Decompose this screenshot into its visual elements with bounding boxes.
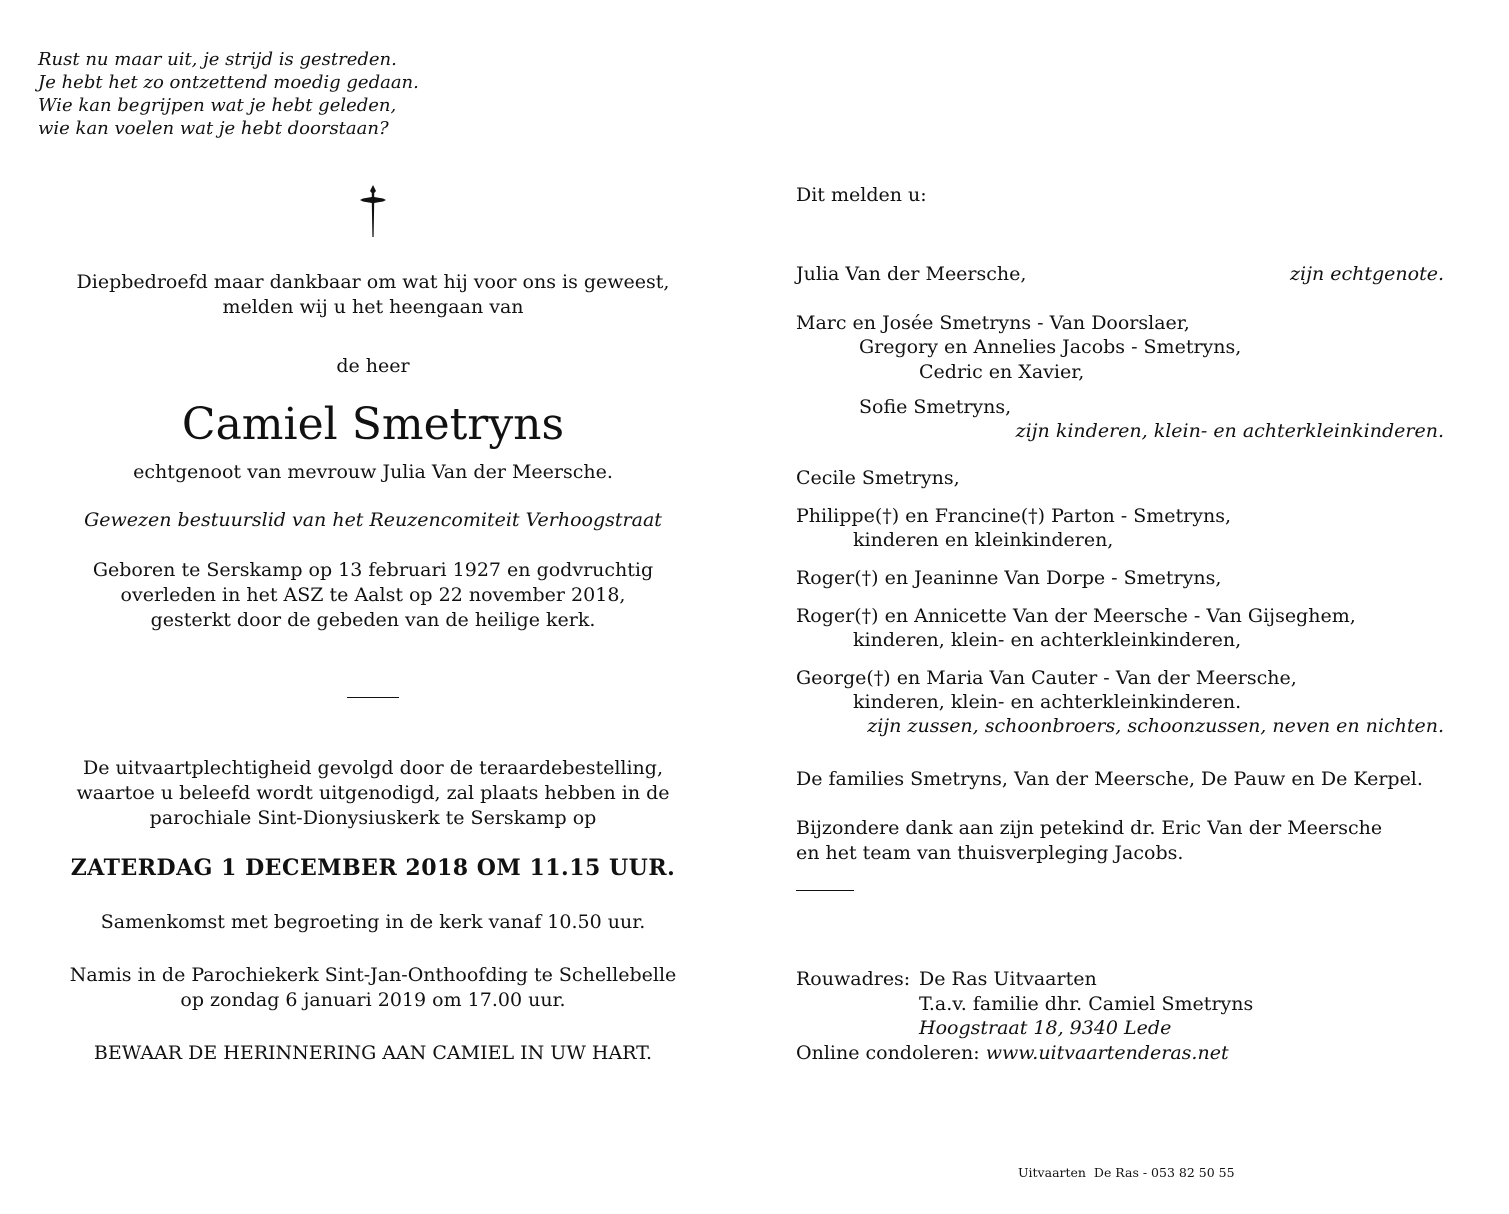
sibling-line: Roger(†) en Annicette Van der Meersche - Van Gijseghem, xyxy=(796,605,1356,627)
deceased-name: Camiel Smetryns xyxy=(181,399,565,450)
address-line: De Ras Uitvaarten xyxy=(919,968,1097,990)
poem-line: Wie kan begrijpen wat je hebt geleden, xyxy=(38,95,397,116)
ceremony-line: waartoe u beleefd wordt uitgenodigd, zal plaats hebben in de xyxy=(76,782,670,804)
sibling-line: kinderen en kleinkinderen, xyxy=(853,529,1114,551)
online-condolence xyxy=(796,1041,1229,1066)
thanks-line: Bijzondere dank aan zijn petekind dr. Eric Van der Meersche xyxy=(796,817,1383,839)
namis xyxy=(38,963,708,1013)
sibling-line: George(†) en Maria Van Cauter - Van der Meersche, xyxy=(796,667,1297,689)
children-role: zijn kinderen, klein- en achterkleinkinderen. xyxy=(1015,420,1444,442)
intro-line: melden wij u het heengaan van xyxy=(222,296,524,318)
thanks-line: en het team van thuisverpleging Jacobs. xyxy=(796,842,1184,864)
families-line: De families Smetryns, Van der Meersche, De Pauw en De Kerpel. xyxy=(796,768,1423,790)
child-line: Sofie Smetryns, xyxy=(859,396,1012,418)
sibling-line: kinderen, klein- en achterkleinkinderen. xyxy=(853,691,1242,713)
poem-line: Rust nu maar uit, je strijd is gestreden. xyxy=(38,49,397,70)
siblings-role: zijn zussen, schoonbroers, schoonzussen, neven en nichten. xyxy=(867,715,1444,737)
poem-line: wie kan voelen wat je hebt doorstaan? xyxy=(38,118,389,139)
poem xyxy=(38,48,419,140)
sibling-line: kinderen, klein- en achterkleinkinderen, xyxy=(853,629,1242,651)
intro xyxy=(38,270,708,320)
birth-death-line: gesterkt door de gebeden van de heilige kerk. xyxy=(150,609,596,631)
ceremony-line: De uitvaartplechtigheid gevolgd door de teraardebestelling, xyxy=(82,757,663,779)
divider xyxy=(796,890,854,891)
sibling-line: Philippe(†) en Francine(†) Parton - Smetryns, xyxy=(796,505,1232,527)
divider xyxy=(347,697,399,698)
poem-line: Je hebt het zo ontzettend moedig gedaan. xyxy=(38,72,419,93)
birth-death-line: Geboren te Serskamp op 13 februari 1927 en godvruchtig xyxy=(92,559,654,581)
announcers-heading: Dit melden u: xyxy=(796,184,927,206)
namis-line: Namis in de Parochiekerk Sint-Jan-Onthoofding te Schellebelle xyxy=(69,964,677,986)
spouse-line: echtgenoot van mevrouw Julia Van der Meersche. xyxy=(133,461,613,483)
sibling-line: Cecile Smetryns, xyxy=(796,467,960,489)
address-line: Hoogstraat 18, 9340 Lede xyxy=(919,1017,1172,1039)
date-line: ZATERDAG 1 DECEMBER 2018 OM 11.15 UUR. xyxy=(70,855,676,881)
child-line: Marc en Josée Smetryns - Van Doorslaer, xyxy=(796,312,1190,334)
online-url-link[interactable]: www.uitvaartenderas.net xyxy=(985,1042,1229,1064)
child-line: Gregory en Annelies Jacobs - Smetryns, xyxy=(859,336,1242,358)
spouse-name: Julia Van der Meersche, xyxy=(796,263,1027,285)
child-line: Cedric en Xavier, xyxy=(919,361,1085,383)
address-line: T.a.v. familie dhr. Camiel Smetryns xyxy=(919,993,1254,1015)
birth-death-line: overleden in het ASZ te Aalst op 22 november 2018, xyxy=(120,584,626,606)
remember-line: BEWAAR DE HERINNERING AAN CAMIEL IN UW HART. xyxy=(93,1042,653,1064)
cross-icon xyxy=(356,183,390,239)
ceremony-line: parochiale Sint-Dionysiuskerk te Serskamp op xyxy=(149,807,597,829)
footer-credit: Uitvaarten De Ras - 053 82 50 55 xyxy=(1018,1165,1235,1180)
address-label: Rouwadres: xyxy=(796,968,911,990)
online-label: Online condoleren: xyxy=(796,1042,980,1064)
birth-death xyxy=(38,558,708,633)
intro-line: Diepbedroefd maar dankbaar om wat hij voor ons is geweest, xyxy=(76,271,670,293)
ceremony xyxy=(38,756,708,831)
role-line: Gewezen bestuurslid van het Reuzencomiteit Verhoogstraat xyxy=(84,509,662,531)
namis-line: op zondag 6 januari 2019 om 17.00 uur. xyxy=(180,989,566,1011)
title-line: de heer xyxy=(336,355,410,377)
gathering: Samenkomst met begroeting in de kerk vanaf 10.50 uur. xyxy=(100,911,646,933)
sibling-line: Roger(†) en Jeaninne Van Dorpe - Smetryns, xyxy=(796,567,1222,589)
spouse-role: zijn echtgenote. xyxy=(1289,263,1444,285)
